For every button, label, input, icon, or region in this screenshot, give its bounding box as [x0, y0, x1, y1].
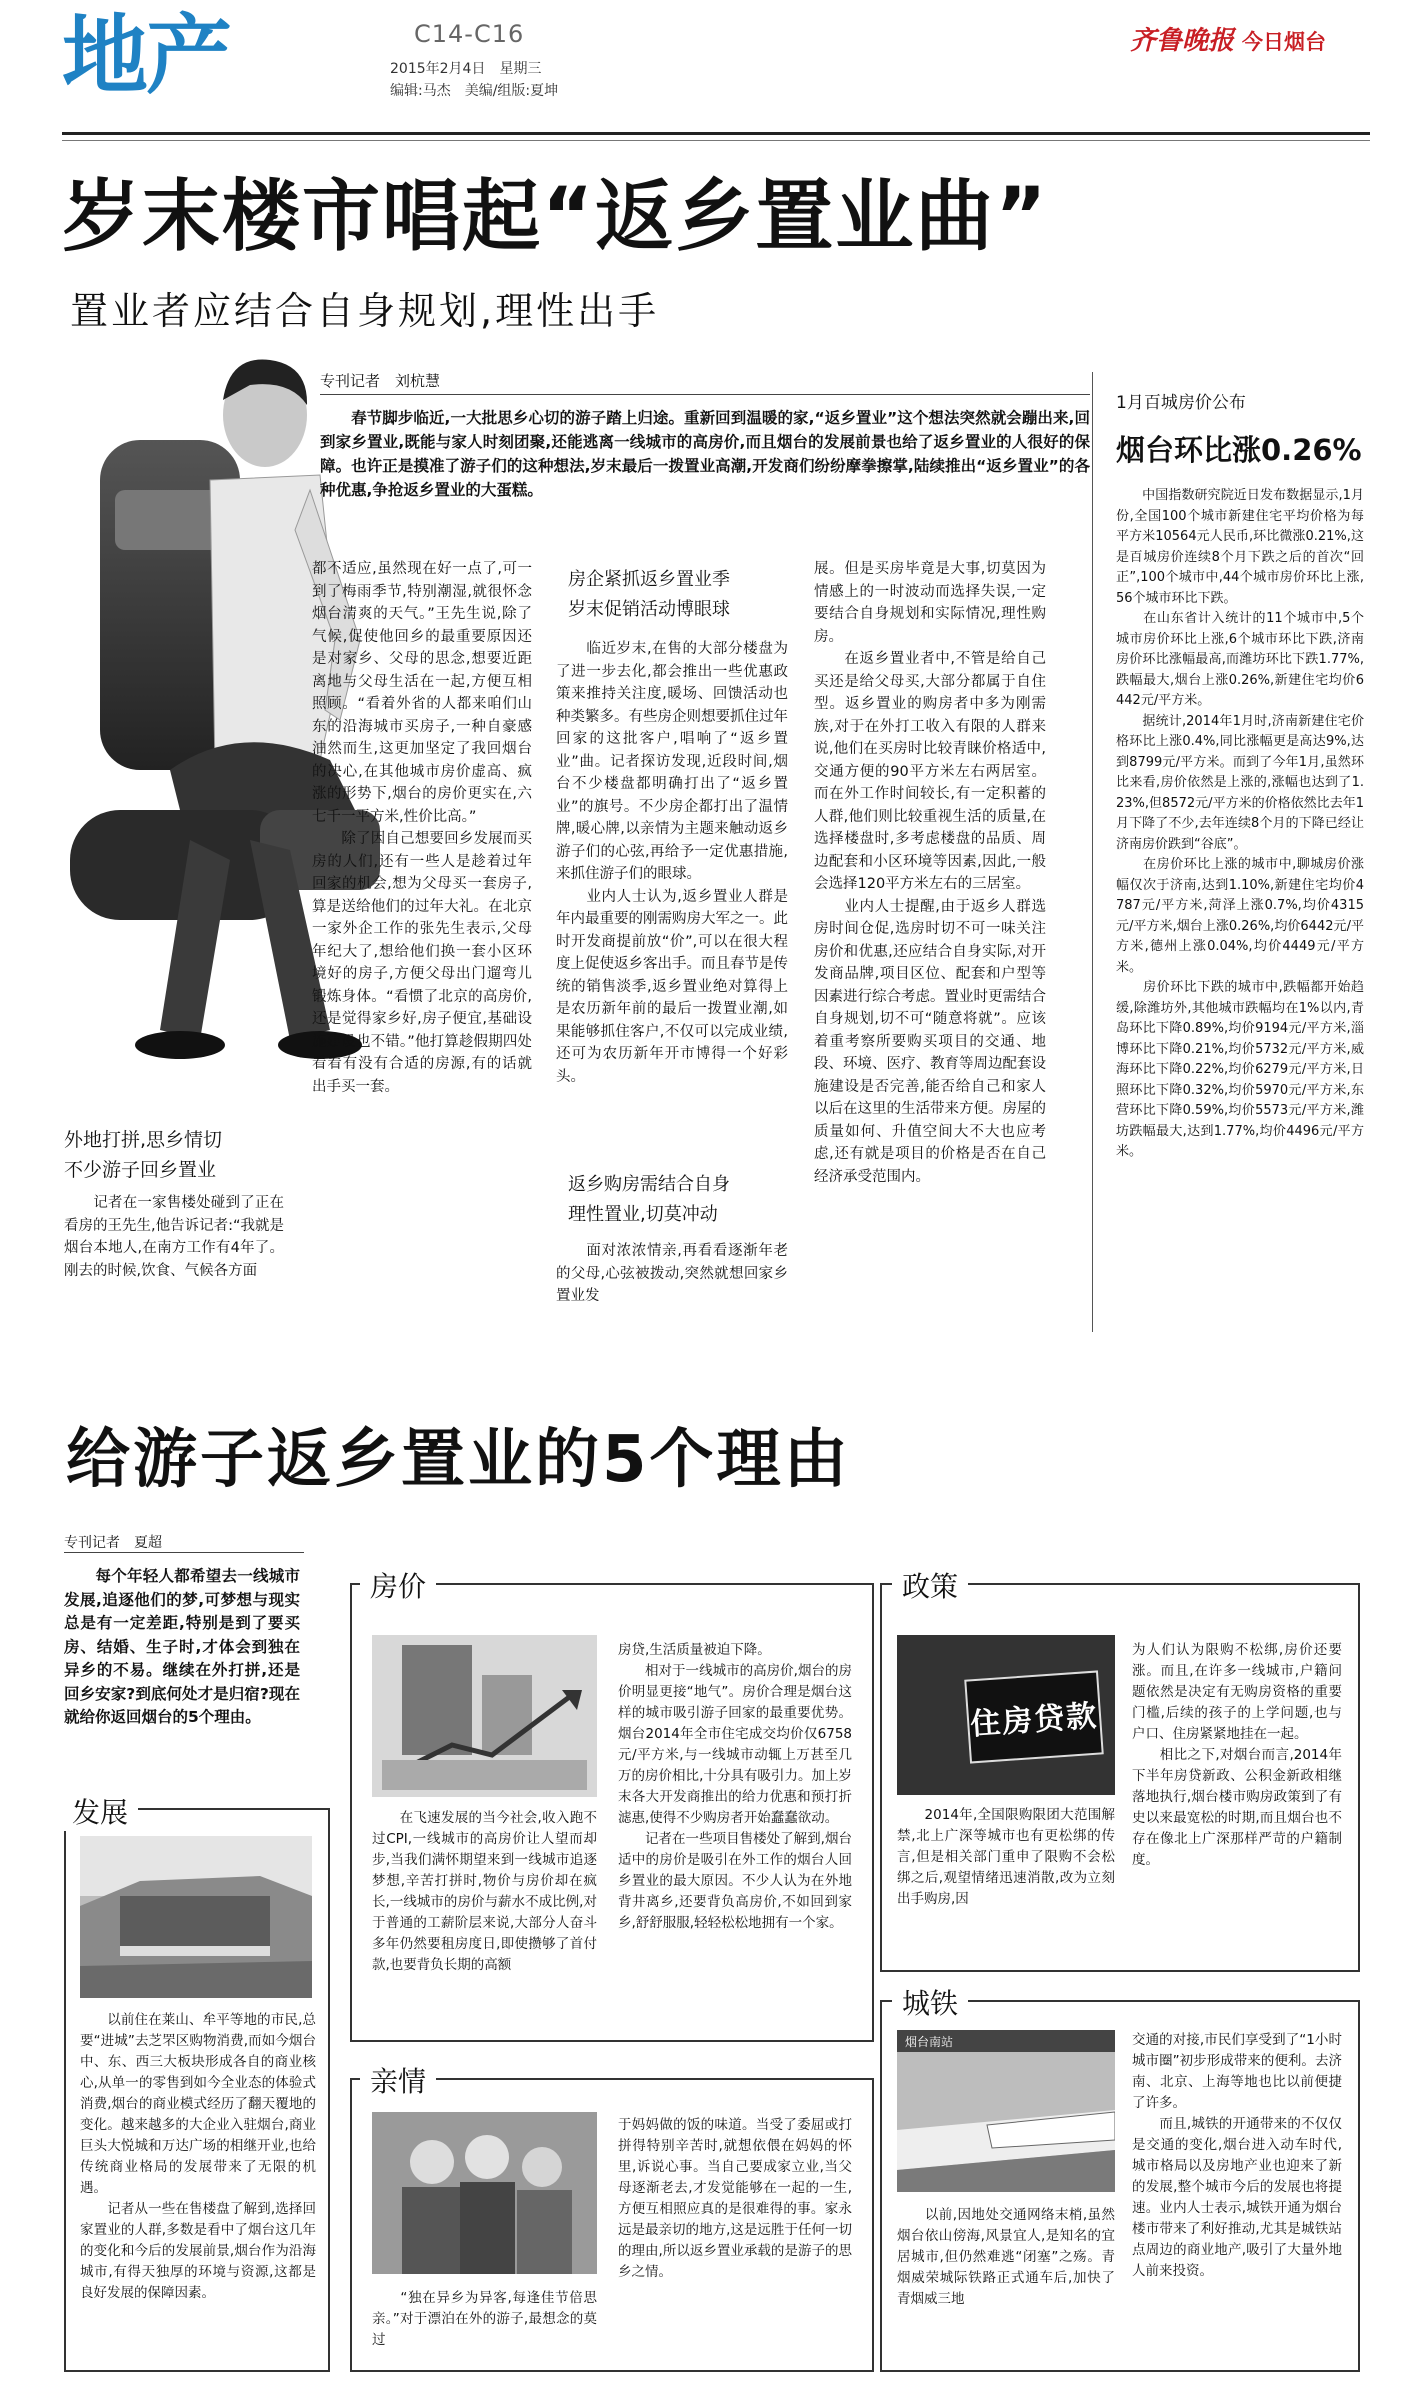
col3-head2-b: 理性置业,切莫冲动	[568, 1204, 718, 1225]
sidebar-text: 中国指数研究院近日发布数据显示,1月份,全国100个城市新建住宅平均价格为每平方米10564元人民币,环比微涨0.21%,这是百城房价连续8个月下跌之后的首次“回正”,100个城市中,44个城市房价环比上涨,56个城市环比下跌。 在山东省计入统计的11个城市中,5个城市房价环比上涨,6个城市环比下跌,济南房价环比涨幅最高,而潍坊环比下跌1.77%,跌幅最大,烟台上涨0.26%,新建住宅均价6442元/平方米。 据统计,2014年1月时,济南新建住宅价格环比上涨0.4%,同比涨幅更是高达9%,达到8799元/平方米。而到了今年1月,虽然环比来看,房价依然是上涨的,涨幅也达到了1.23%,但8572元/平方米的价格依然比去年1月下降了不少,去年连续8个月的下降已经让济南房价跌到“谷底”。 在房价环比上涨的城市中,聊城房价涨幅仅次于济南,达到1.10%,新建住宅均价4787元/平方米,菏泽上涨0.7%,均价4315元/平方米,烟台上涨0.26%,均价6442元/平方米,德州上涨0.04%,均价4449元/平方米。 房价环比下跌的城市中,跌幅都开始趋缓,除潍坊外,其他城市跌幅均在1%以内,青岛环比下降0.89%,均价9194元/平方米,淄博环比下降0.21%,均价5732元/平方米,威海环比下降0.22%,均价6279元/平方米,日照环比下降0.32%,均价5970元/平方米,东营环比下降0.59%,均价5573元/平方米,潍坊跌幅最大,达到1.77%,均价4496元/平方米。	[1116, 488, 1364, 1159]
sidebar-kicker: 1月百城房价公布	[1116, 393, 1246, 413]
byline-rule	[320, 394, 1090, 395]
qinqing-text-right: 于妈妈做的饭的味道。当受了委屈或打拼得特别辛苦时,就想依偎在妈妈的怀里,诉说心事。当自己要成家立业,当父母逐渐老去,才发觉能够在一起的一生,方便互相照应真的是很难得的事。家永远是最亲切的地方,这是远胜于任何一切的理由,所以返乡置业承载的是游子的思乡之情。	[618, 2117, 852, 2280]
qinqing-title: 亲情	[360, 2060, 436, 2100]
article1-col1-text: 记者在一家售楼处碰到了正在看房的王先生,他告诉记者:“我就是烟台本地人,在南方工作有4年了。刚去的时候,饮食、气候各方面	[64, 1195, 285, 1279]
sidebar-headline: 烟台环比涨0.26%	[1116, 433, 1362, 467]
fangjia-text-left: 在飞速发展的当今社会,收入跑不过CPI,一线城市的高房价让人望而却步,当我们满怀期望来到一线城市追逐梦想,辛苦打拼时,物价与房价却在疯长,一线城市的房价与薪水不成比例,对于普通的工薪阶层来说,大部分人奋斗多年仍然要租房度日,即使攒够了首付款,也要背负长期的高额	[372, 1810, 597, 1973]
article1-col3-text2: 面对浓浓情亲,再看看逐渐年老的父母,心弦被拨动,突然就想回家乡置业发	[556, 1243, 788, 1304]
col3-head2	[568, 1170, 788, 1230]
article1-lead: 春节脚步临近,一大批思乡心切的游子踏上归途。重新回到温暖的家,“返乡置业”这个想法突然就会蹦出来,回到家乡置业,既能与家人时刻团聚,还能逃离一线城市的高房价,而且烟台的发展前景也给了返乡置业的人很好的保障。也许正是摸准了游子们的这种想法,岁末最后一拨置业高潮,开发商们纷纷摩拳擦掌,陆续推出“返乡置业”的各种优惠,争抢返乡置业的大蛋糕。	[320, 409, 1090, 499]
article2-intro: 每个年轻人都希望去一线城市发展,追逐他们的梦,可梦想与现实总是有一定差距,特别是到了要买房、结婚、生子时,才体会到独在异乡的不易。继续在外打拼,还是回乡安家?到底何处才是归宿?现在就给你返回烟台的5个理由。	[64, 1567, 300, 1726]
zhengce-title: 政策	[892, 1565, 968, 1605]
fazhan-title: 发展	[62, 1791, 138, 1831]
paper-name: 齐鲁晚报	[1130, 26, 1235, 56]
col3-head1-b: 岁末促销活动博眼球	[568, 599, 730, 620]
sidebar-divider	[1092, 372, 1093, 1332]
section-title: 地产	[62, 6, 230, 106]
article2-headline: 给游子返乡置业的5个理由	[66, 1423, 851, 1497]
editor-credits: 编辑:马杰 美编/组版:夏坤	[390, 83, 559, 99]
chengtie-photo	[897, 2030, 1115, 2192]
chengtie-title: 城铁	[892, 1982, 968, 2022]
col3-head1-a: 房企紧抓返乡置业季	[568, 569, 730, 590]
article1-byline: 专刊记者 刘杭慧	[320, 372, 441, 390]
header-rule-thin	[62, 140, 1370, 141]
fazhan-text: 以前住在莱山、牟平等地的市民,总要“进城”去芝罘区购物消费,而如今烟台中、东、西三大板块形成各自的商业核心,从单一的零售到如今全业态的体验式消费,烟台的商业模式经历了翻天覆地的变化。越来越多的大企业入驻烟台,商业巨头大悦城和万达广场的相继开业,也给传统商业格局的发展带来了无限的机遇。 记者从一些在售楼盘了解到,选择回家置业的人群,多数是看中了烟台这几年的变化和今后的发展前景,烟台作为沿海城市,有得天独厚的环境与资源,这都是良好发展的保障因素。	[80, 2012, 316, 2301]
article1-subhead: 置业者应结合自身规划,理性出手	[70, 289, 660, 333]
zhengce-text-under: 2014年,全国限购限团大范围解禁,北上广深等城市也有更松绑的传言,但是相关部门重申了限购不会松绑之后,观望情绪迅速消散,改为立刻出手购房,因	[897, 1807, 1115, 1907]
section-logo	[62, 6, 324, 106]
article2-byline: 专刊记者 夏超	[64, 1535, 162, 1551]
chengtie-text-right: 交通的对接,市民们享受到了“1小时城市圈”初步形成带来的便利。去济南、北京、上海等地也比以前便捷了许多。 而且,城铁的开通带来的不仅仅是交通的变化,烟台进入动车时代,城市格局以及房地产业也迎来了新的发展,整个城市今后的发展也将提速。业内人士表示,城铁开通为烟台楼市带来了利好推动,尤其是城铁站点周边的商业地产,吸引了大量外地人前来投资。	[1132, 2032, 1342, 2279]
side-head	[64, 1125, 314, 1185]
masthead	[1130, 20, 1326, 57]
qinqing-photo	[372, 2112, 597, 2274]
qinqing-text-left: “独在异乡为异客,每逢佳节倍思亲。”对于漂泊在外的游子,最想念的莫过	[372, 2290, 597, 2348]
fangjia-title: 房价	[360, 1565, 436, 1605]
page-range: C14-C16	[414, 20, 525, 48]
issue-date: 2015年2月4日 星期三	[390, 61, 542, 77]
chengtie-photo-caption: 烟台南站	[905, 2035, 954, 2049]
article1-col3-text1: 临近岁末,在售的大部分楼盘为了进一步去化,都会推出一些优惠政策来推持关注度,暖场、回馈活动也种类繁多。有些房企则想要抓住过年回家的这批客户,唱响了“返乡置业”曲。记者探访发现,近段时间,烟台不少楼盘都明确打出了“返乡置业”的旗号。不少房企都打出了温情牌,暖心牌,以亲情为主题来触动返乡游子们的心弦,再给予一定优惠措施,来抓住游子们的眼球。 业内人士认为,返乡置业人群是年内最重要的刚需购房大军之一。此时开发商提前放“价”,可以在很大程度上促使返乡客出手。而且春节是传统的销售淡季,返乡置业绝对算得上是农历新年前的最后一拨置业潮,如果能够抓住客户,不仅可以完成业绩,还可为农历新年开市博得一个好彩头。	[556, 641, 788, 1085]
fangjia-text-right: 房贷,生活质量被迫下降。 相对于一线城市的高房价,烟台的房价明显更接“地气”。房价合理是烟台这样的城市吸引游子回家的最重要优势。烟台2014年全市住宅成交均价仅6758元/平方米,与一线城市动辄上万甚至几万的房价相比,十分具有吸引力。加上岁末各大开发商推出的给力优惠和预打折滤惠,使得不少购房者开始蠢蠢欲动。 记者在一些项目售楼处了解到,烟台适中的房价是吸引在外工作的烟台人回乡置业的最大原因。不少人认为在外地背井离乡,还要背负高房价,不如回到家乡,舒舒服服,轻轻松松地拥有一个家。	[618, 1642, 852, 1931]
fazhan-photo	[80, 1836, 312, 1998]
edition-name: 今日烟台	[1242, 30, 1327, 54]
side-head-line2: 不少游子回乡置业	[64, 1159, 217, 1181]
header-rule	[62, 132, 1370, 135]
col3-head2-a: 返乡购房需结合自身	[568, 1174, 730, 1195]
fangjia-photo	[372, 1635, 597, 1797]
side-head-line1: 外地打拼,思乡情切	[64, 1129, 223, 1151]
article1-col4-text: 展。但是买房毕竟是大事,切莫因为情感上的一时波动而选择失误,一定要结合自身规划和实际情况,理性购房。 在返乡置业者中,不管是给自己买还是给父母买,大部分都属于自住型。返乡置业的购房者中多为刚需族,对于在外打工收入有限的人群来说,他们在买房时比较青睐价格适中,交通方便的90平方米左右两居室。而在外工作时间较长,有一定积蓄的人群,他们则比较重视生活的质量,在选择楼盘时,多考虑楼盘的品质、周边配套和小区环境等因素,因此,一般会选择120平方米左右的三居室。 业内人士提醒,由于返乡人群选房时间仓促,选房时切不可一味关注房价和优惠,还应结合自身实际,对开发商品牌,项目区位、配套和户型等因素进行综合考虑。置业时更需结合自身规划,切不可“随意将就”。应该着重考察所要购买项目的交通、地段、环境、医疗、教育等周边配套设施建设是否完善,能否给自己和家人以后在这里的生活带来方便。房屋的质量如何、升值空间大不大也应考虑,还有就是项目的价格是否在自己经济承受范围内。	[814, 561, 1046, 1185]
article1-col2-text: 都不适应,虽然现在好一点了,可一到了梅雨季节,特别潮湿,就很怀念烟台清爽的天气。”王先生说,除了气候,促使他回乡的最重要原因还是对家乡、父母的思念,想要近距离地与父母生活在一起,方便互相照顾。“看着外省的人都来咱们山东的沿海城市买房子,一种自豪感油然而生,这更加坚定了我回烟台的决心,在其他城市房价虚高、疯涨的形势下,烟台的房价更实在,六七千一平方米,性价比高。” 除了因自己想要回乡发展而买房的人们,还有一些人是趁着过年回家的机会,想为父母买一套房子,算是送给他们的过年大礼。在北京一家外企工作的张先生表示,父母年纪大了,想给他们换一套小区环境好的房子,方便父母出门遛弯儿锻炼身体。“看惯了北京的高房价,还是觉得家乡好,房子便宜,基础设施建设也不错。”他打算趁假期四处看看有没有合适的房源,有的话就出手买一套。	[312, 561, 532, 1095]
zhengce-photo-caption: 住房贷款	[969, 1698, 1100, 1743]
chengtie-text-under: 以前,因地处交通网络末梢,虽然烟台依山傍海,风景宜人,是知名的宜居城市,但仍然难逃“闭塞”之殇。青烟威荣城际铁路正式通车后,加快了青烟威三地	[897, 2207, 1115, 2307]
zhengce-photo	[897, 1635, 1115, 1795]
zhengce-text-right: 为人们认为限购不松绑,房价还要涨。而且,在许多一线城市,户籍问题依然是决定有无购房资格的重要门槛,后续的孩子的上学问题,也与户口、住房紧紧地挂在一起。 相比之下,对烟台而言,2014年下半年房贷新政、公积金新政相继落地执行,烟台楼市购房政策到了有史以来最宽松的时期,而且烟台也不存在像北上广深那样严苛的户籍制度。	[1132, 1642, 1342, 1868]
col3-head1	[568, 565, 788, 625]
article1-headline: 岁末楼市唱起“返乡置业曲”	[62, 172, 1049, 262]
article2-byline-rule	[64, 1552, 304, 1553]
